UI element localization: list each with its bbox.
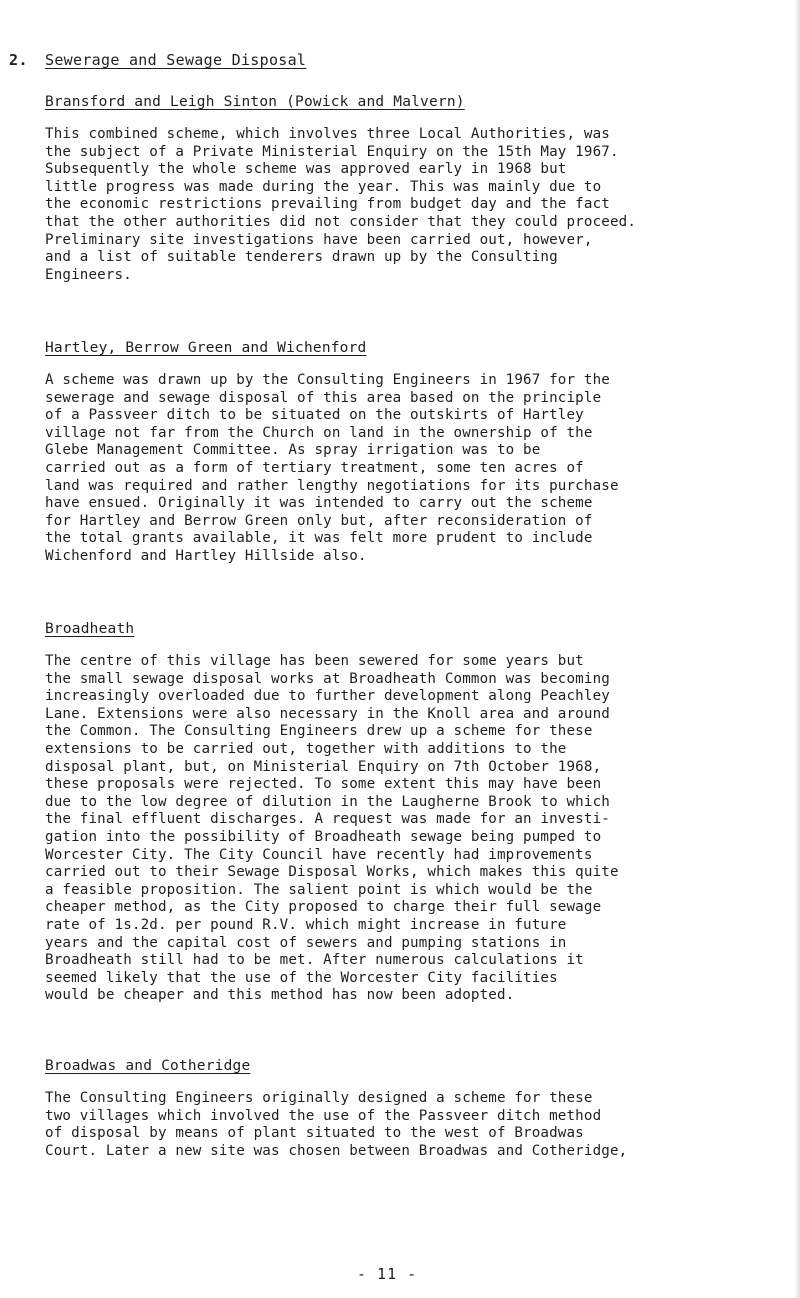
text-line: the small sewage disposal works at Broadheath Common was becoming	[45, 670, 610, 687]
subsection-heading: Broadheath	[45, 621, 135, 637]
text-line: land was required and rather lengthy negotiations for its purchase	[45, 477, 619, 494]
text-line: carried out to their Sewage Disposal Works, which makes this quite	[45, 864, 619, 881]
text-line: of disposal by means of plant situated to the west of Broadwas	[45, 1125, 584, 1142]
text-line: This combined scheme, which involves three Local Authorities, was	[45, 126, 610, 142]
text-line: seemed likely that the use of the Worcester City facilities	[45, 969, 558, 986]
text-line: the total grants available, it was felt more prudent to include	[45, 530, 593, 547]
text-line: the final effluent discharges. A request was made for an investi-	[45, 811, 610, 828]
text-line: Broadheath still had to be met. After numerous calculations it	[45, 952, 584, 969]
text-line: A scheme was drawn up by the Consulting Engineers in 1967 for the	[45, 372, 610, 388]
text-line: little progress was made during the year. This was mainly due to	[45, 178, 602, 195]
text-line: Glebe Management Committee. As spray irrigation was to be	[45, 442, 541, 459]
text-line: years and the capital cost of sewers and pumping stations in	[45, 934, 567, 951]
text-line: The centre of this village has been sewered for some years but	[45, 653, 584, 669]
subsection-heading: Hartley, Berrow Green and Wichenford	[45, 340, 367, 356]
page-edge-shadow	[794, 0, 800, 1298]
text-line: would be cheaper and this method has now been adopted.	[45, 987, 515, 1004]
text-line: carried out as a form of tertiary treatment, some ten acres of	[45, 459, 584, 476]
text-line: sewerage and sewage disposal of this area based on the principle	[45, 389, 602, 406]
text-line: have ensued. Originally it was intended to carry out the scheme	[45, 495, 593, 512]
text-line: village not far from the Church on land in the ownership of the	[45, 424, 593, 441]
section-number: 2.	[9, 51, 29, 69]
text-line: Subsequently the whole scheme was approved early in 1968 but	[45, 161, 567, 178]
subsection-bransford	[45, 94, 785, 284]
paragraph	[45, 653, 785, 1005]
text-line: gation into the possibility of Broadheath sewage being pumped to	[45, 828, 602, 845]
paragraph	[45, 126, 785, 284]
text-line: Preliminary site investigations have been carried out, however,	[45, 231, 593, 248]
subsection-broadwas	[45, 1058, 785, 1160]
text-line: increasingly overloaded due to further development along Peachley	[45, 688, 610, 705]
text-line: the subject of a Private Ministerial Enquiry on the 15th May 1967.	[45, 143, 619, 160]
text-line: two villages which involved the use of the Passveer ditch method	[45, 1107, 602, 1124]
section-title: Sewerage and Sewage Disposal	[45, 51, 307, 69]
paragraph	[45, 372, 785, 566]
text-line: Wichenford and Hartley Hillside also.	[45, 547, 367, 564]
page-number: - 11 -	[357, 1265, 418, 1283]
subsection-hartley	[45, 340, 785, 566]
text-line: and a list of suitable tenderers drawn up by the Consulting	[45, 249, 558, 266]
text-line: Lane. Extensions were also necessary in the Knoll area and around	[45, 705, 610, 722]
text-line: disposal plant, but, on Ministerial Enquiry on 7th October 1968,	[45, 758, 602, 775]
text-line: for Hartley and Berrow Green only but, after reconsideration of	[45, 512, 593, 529]
text-line: Worcester City. The City Council have recently had improvements	[45, 846, 593, 863]
text-line: a feasible proposition. The salient point is which would be the	[45, 881, 593, 898]
text-line: cheaper method, as the City proposed to charge their full sewage	[45, 899, 602, 916]
subsection-broadheath	[45, 621, 785, 1005]
subsection-heading: Broadwas and Cotheridge	[45, 1058, 251, 1074]
text-line: the Common. The Consulting Engineers drew up a scheme for these	[45, 723, 593, 740]
text-line: that the other authorities did not consider that they could proceed.	[45, 213, 637, 230]
text-line: rate of 1s.2d. per pound R.V. which might increase in future	[45, 916, 567, 933]
text-line: due to the low degree of dilution in the Laugherne Brook to which	[45, 793, 610, 810]
text-line: these proposals were rejected. To some extent this may have been	[45, 776, 602, 793]
text-line: Engineers.	[45, 266, 132, 283]
text-line: The Consulting Engineers originally designed a scheme for these	[45, 1090, 593, 1106]
text-line: Court. Later a new site was chosen between Broadwas and Cotheridge,	[45, 1142, 628, 1159]
text-line: the economic restrictions prevailing from budget day and the fact	[45, 196, 610, 213]
paragraph	[45, 1090, 785, 1160]
subsection-heading: Bransford and Leigh Sinton (Powick and Malvern)	[45, 94, 465, 110]
text-line: extensions to be carried out, together with additions to the	[45, 740, 567, 757]
text-line: of a Passveer ditch to be situated on the outskirts of Hartley	[45, 407, 584, 424]
